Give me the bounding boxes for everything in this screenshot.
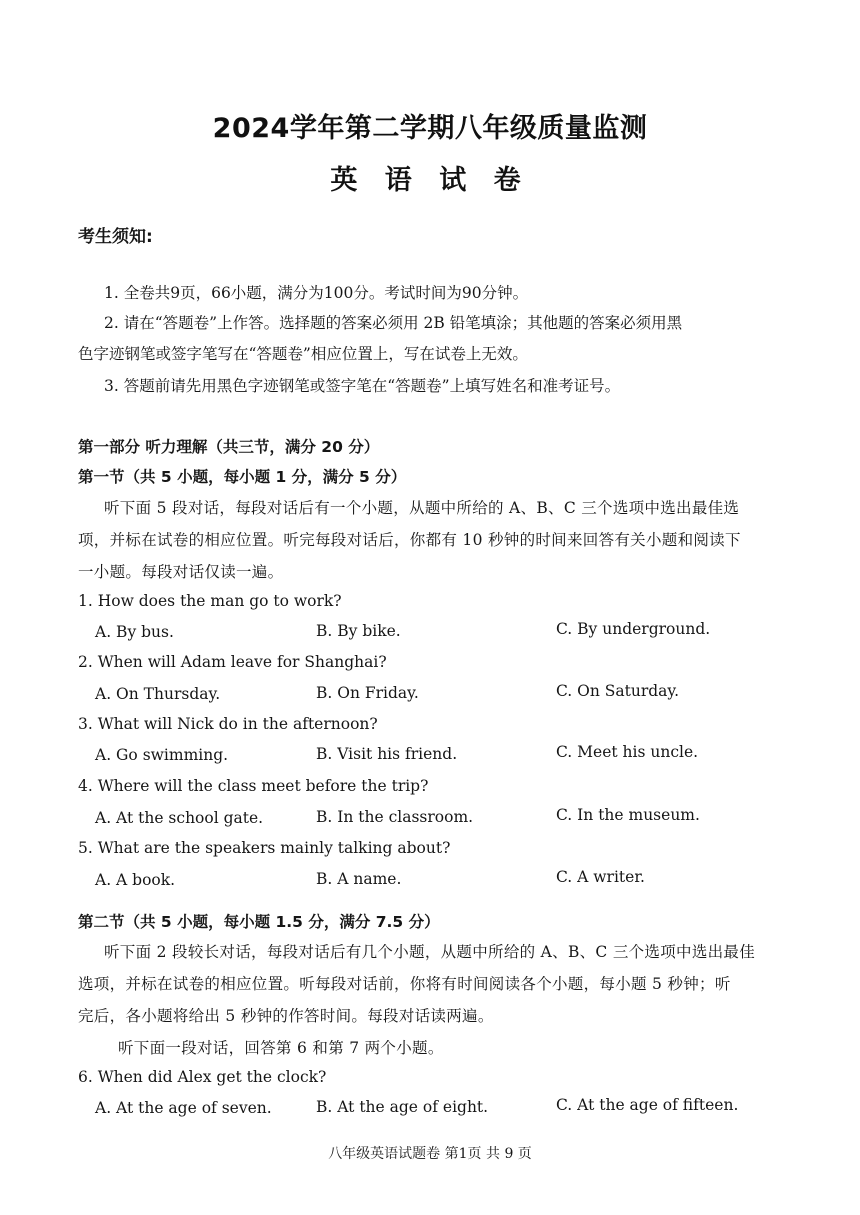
question-4-option-b: B. In the classroom.	[316, 808, 474, 826]
section2-instruction-line-1: 听下面 2 段较长对话，每段对话后有几个小题，从题中所给的 A、B、C 三个选项中选出最佳	[104, 943, 756, 961]
section2-lead: 听下面一段对话，回答第 6 和第 7 两个小题。	[118, 1039, 444, 1057]
exam-subtitle: 英 语 试 卷	[330, 165, 530, 196]
question-6-option-b: B. At the age of eight.	[316, 1098, 489, 1116]
notice-item-2-line-1: 2. 请在“答题卷”上作答。选择题的答案必须用 2B 铅笔填涂；其他题的答案必须用黑	[104, 314, 683, 332]
section1-heading: 第一节（共 5 小题，每小题 1 分，满分 5 分）	[78, 468, 407, 486]
question-5-option-c: C. A writer.	[556, 868, 645, 886]
question-2-option-a: A. On Thursday.	[95, 685, 221, 703]
question-5: 5. What are the speakers mainly talking about?	[78, 839, 451, 857]
question-1-option-a: A. By bus.	[95, 623, 174, 641]
part1-heading: 第一部分 听力理解（共三节，满分 20 分）	[78, 438, 380, 456]
section2-instruction-line-3: 完后，各小题将给出 5 秒钟的作答时间。每段对话读两遍。	[78, 1007, 494, 1025]
section2-instruction-line-2: 选项，并标在试卷的相应位置。听每段对话前，你将有时间阅读各个小题，每小题 5 秒钟；听	[78, 975, 731, 993]
notice-item-3: 3. 答题前请先用黑色字迹钢笔或签字笔在“答题卷”上填写姓名和准考证号。	[104, 377, 621, 395]
notice-heading: 考生须知:	[78, 227, 153, 247]
notice-item-2-line-2: 色字迹钢笔或签字笔写在“答题卷”相应位置上，写在试卷上无效。	[78, 345, 528, 363]
question-3: 3. What will Nick do in the afternoon?	[78, 715, 378, 733]
question-1: 1. How does the man go to work?	[78, 592, 342, 610]
question-4: 4. Where will the class meet before the trip?	[78, 777, 429, 795]
section1-instruction-line-1: 听下面 5 段对话，每段对话后有一个小题，从题中所给的 A、B、C 三个选项中选出最佳选	[104, 499, 740, 517]
exam-title: 2024学年第二学期八年级质量监测	[212, 113, 648, 144]
question-1-option-b: B. By bike.	[316, 622, 401, 640]
section2-heading: 第二节（共 5 小题，每小题 1.5 分，满分 7.5 分）	[78, 913, 440, 931]
notice-item-1: 1. 全卷共9页，66小题，满分为100分。考试时间为90分钟。	[104, 284, 529, 302]
question-5-option-b: B. A name.	[316, 870, 402, 888]
question-2-option-b: B. On Friday.	[316, 684, 419, 702]
question-1-option-c: C. By underground.	[556, 620, 711, 638]
question-5-option-a: A. A book.	[95, 871, 176, 889]
question-6-option-a: A. At the age of seven.	[95, 1099, 272, 1117]
question-2-option-c: C. On Saturday.	[556, 682, 680, 700]
question-6-option-c: C. At the age of fifteen.	[556, 1096, 739, 1114]
question-3-option-b: B. Visit his friend.	[316, 745, 458, 763]
question-4-option-c: C. In the museum.	[556, 806, 700, 824]
question-4-option-a: A. At the school gate.	[95, 809, 264, 827]
question-3-option-c: C. Meet his uncle.	[556, 743, 699, 761]
question-2: 2. When will Adam leave for Shanghai?	[78, 653, 387, 671]
section1-instruction-line-2: 项，并标在试卷的相应位置。听完每段对话后，你都有 10 秒钟的时间来回答有关小题和阅读下	[78, 531, 741, 549]
section1-instruction-line-3: 一小题。每段对话仅读一遍。	[78, 563, 284, 581]
question-3-option-a: A. Go swimming.	[95, 746, 229, 764]
question-6: 6. When did Alex get the clock?	[78, 1068, 327, 1086]
page-footer: 八年级英语试题卷 第1页 共 9 页	[328, 1146, 532, 1162]
